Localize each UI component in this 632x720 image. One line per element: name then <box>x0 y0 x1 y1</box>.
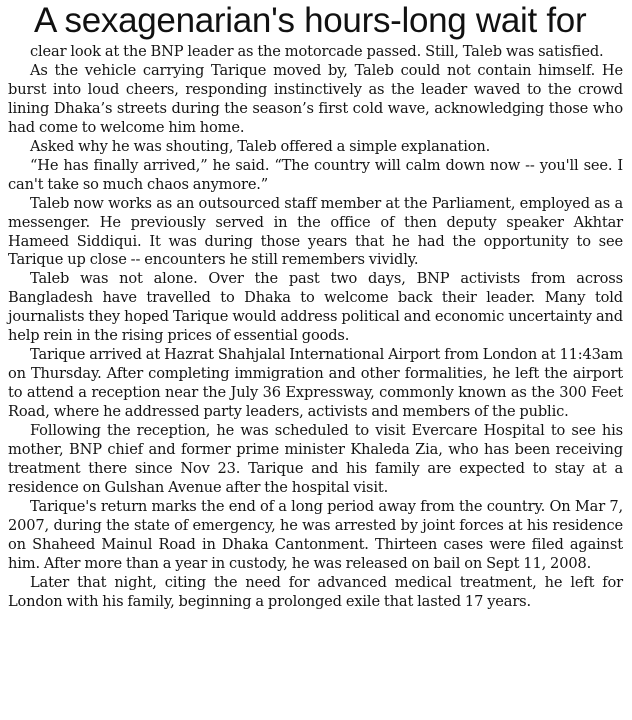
paragraph: Tarique's return marks the end of a long period away from the country. On Mar 7, 2007, during the state of emergency, he was arrested by joint forces at his residence on Shaheed Mainul Road in Dhaka Cantonment. Thirteen cases were filed against him. After more than a year in custody, he was released on bail on Sept 11, 2008. <box>8 497 623 572</box>
paragraph: Taleb now works as an outsourced staff member at the Parliament, employed as a messenger. He previously served in the office of then deputy speaker Akhtar Hameed Siddiqui. It was during those years that he had the opportunity to see Tarique up close -- encounters he still remembers vividly. <box>8 194 623 269</box>
paragraph: As the vehicle carrying Tarique moved by, Taleb could not contain himself. He burst into loud cheers, responding instinctively as the leader waved to the crowd lining Dhaka’s streets during the season’s first cold wave, acknowledging those who had come to welcome him home. <box>8 61 623 136</box>
article-body <box>8 43 623 612</box>
paragraph: Later that night, citing the need for advanced medical treatment, he left for London with his family, beginning a prolonged exile that lasted 17 years. <box>8 573 623 610</box>
paragraph: Asked why he was shouting, Taleb offered a simple explanation. <box>30 137 491 155</box>
paragraph: clear look at the BNP leader as the motorcade passed. Still, Taleb was satisfied. <box>30 43 604 60</box>
paragraph: Tarique arrived at Hazrat Shahjalal International Airport from London at 11:43am on Thursday. After completing immigration and other formalities, he left the airport to attend a reception near the July 36 Expressway, commonly known as the 300 Feet Road, where he addressed party leaders, activists and members of the public. <box>8 346 623 421</box>
paragraph: Taleb was not alone. Over the past two days, BNP activists from across Bangladesh have travelled to Dhaka to welcome back their leader. Many told journalists they hoped Tarique would address political and economic uncertainty and help rein in the rising prices of essential goods. <box>8 270 623 345</box>
headline: A sexagenarian's hours-long wait for <box>34 1 587 40</box>
paragraph: “He has finally arrived,” he said. “The country will calm down now -- you'll see. I can't take so much chaos anymore.” <box>8 156 623 193</box>
paragraph: Following the reception, he was scheduled to visit Evercare Hospital to see his mother, BNP chief and former prime minister Khaleda Zia, who has been receiving treatment there since Nov 23. Tarique and his family are expected to stay at a residence on Gulshan Avenue after the hospital visit. <box>8 422 623 496</box>
